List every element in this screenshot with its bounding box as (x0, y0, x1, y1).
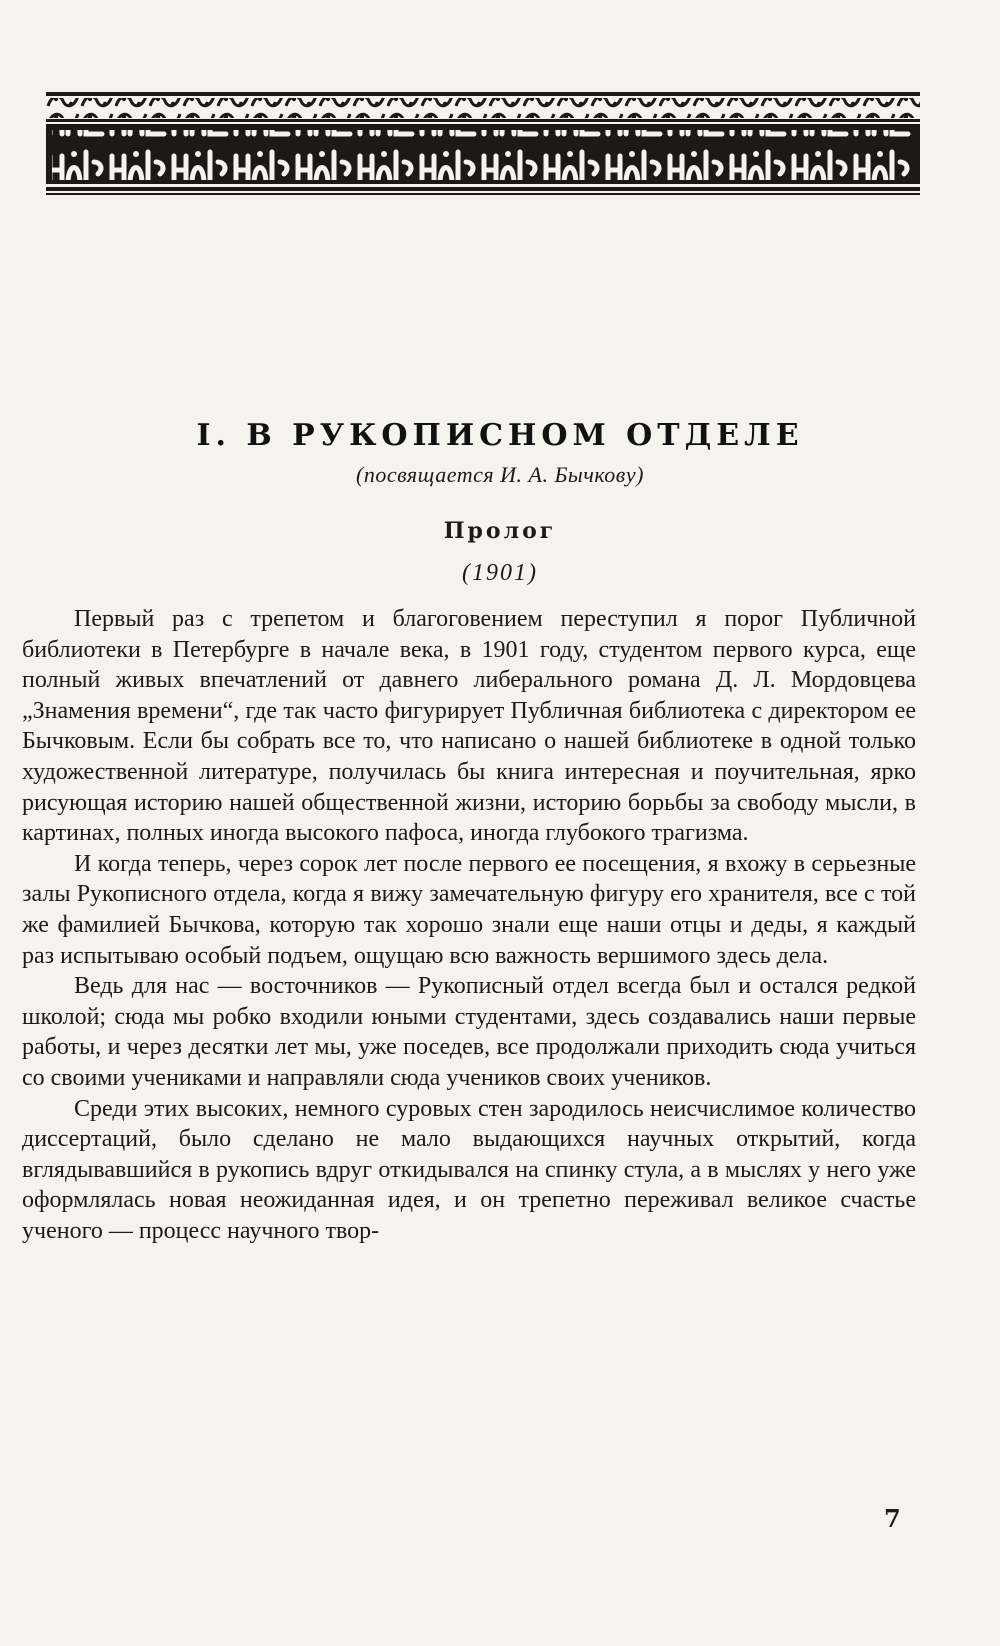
paragraph: И когда теперь, через сорок лет после первого ее посещения, я вхожу в серьезные залы Рукописного отдела, когда я вижу замечательную фигуру его хранителя, все с той же фамилией Бычкова, которую так хорошо знали еще наши отцы и деды, я каждый раз испытываю особый подъем, ощущаю всю важность вершимого здесь дела. (22, 850, 916, 969)
chapter-title: I. В РУКОПИСНОМ ОТДЕЛЕ (196, 418, 804, 453)
body-text (22, 604, 916, 1246)
paragraph: Первый раз с трепетом и благоговением переступил я порог Публичной библиотеки в Петербурге в начале века, в 1901 году, студентом первого курса, еще полный живых впечатлений от давнего либерального романа Д. Л. Мордовцева „Знамения времени“, где так часто фигурирует Публичная библиотека с директором ее Бычковым. Если бы собрать все то, что написано о нашей библиотеке в одной только художественной литературе, получилась бы книга интересная и поучительная, ярко рисующая историю нашей общественной жизни, историю борьбы за свободу мысли, в картинах, полных иногда высокого пафоса, иногда глубокого трагизма. (22, 606, 916, 847)
chapter-dedication: (посвящается И. А. Бычкову) (356, 462, 644, 487)
section-year: (1901) (462, 560, 538, 586)
page-number: 7 (884, 1504, 901, 1533)
section-title: Пролог (443, 518, 557, 544)
paragraph: Ведь для нас — восточников — Рукописный отдел всегда был и остался редкой школой; сюда мы робко входили юными студентами, здесь создавались наши первые работы, и через десятки лет мы, уже поседев, все продолжали приходить сюда учиться со своими учениками и направляли сюда учеников своих учеников. (22, 973, 916, 1091)
ornamental-header-band (46, 92, 920, 196)
paragraph: Среди этих высоких, немного суровых стен зародилось неисчислимое количество диссертаций, было сделано не мало выдающихся научных открытий, когда вглядывавшийся в рукопись вдруг откидывался на спинку стула, а в мыслях у него уже оформлялась новая неожиданная идея, и он трепетно переживал великое счастье ученого — процесс научного твор- (22, 1095, 916, 1244)
ornamental-header-band-icon (46, 92, 920, 196)
